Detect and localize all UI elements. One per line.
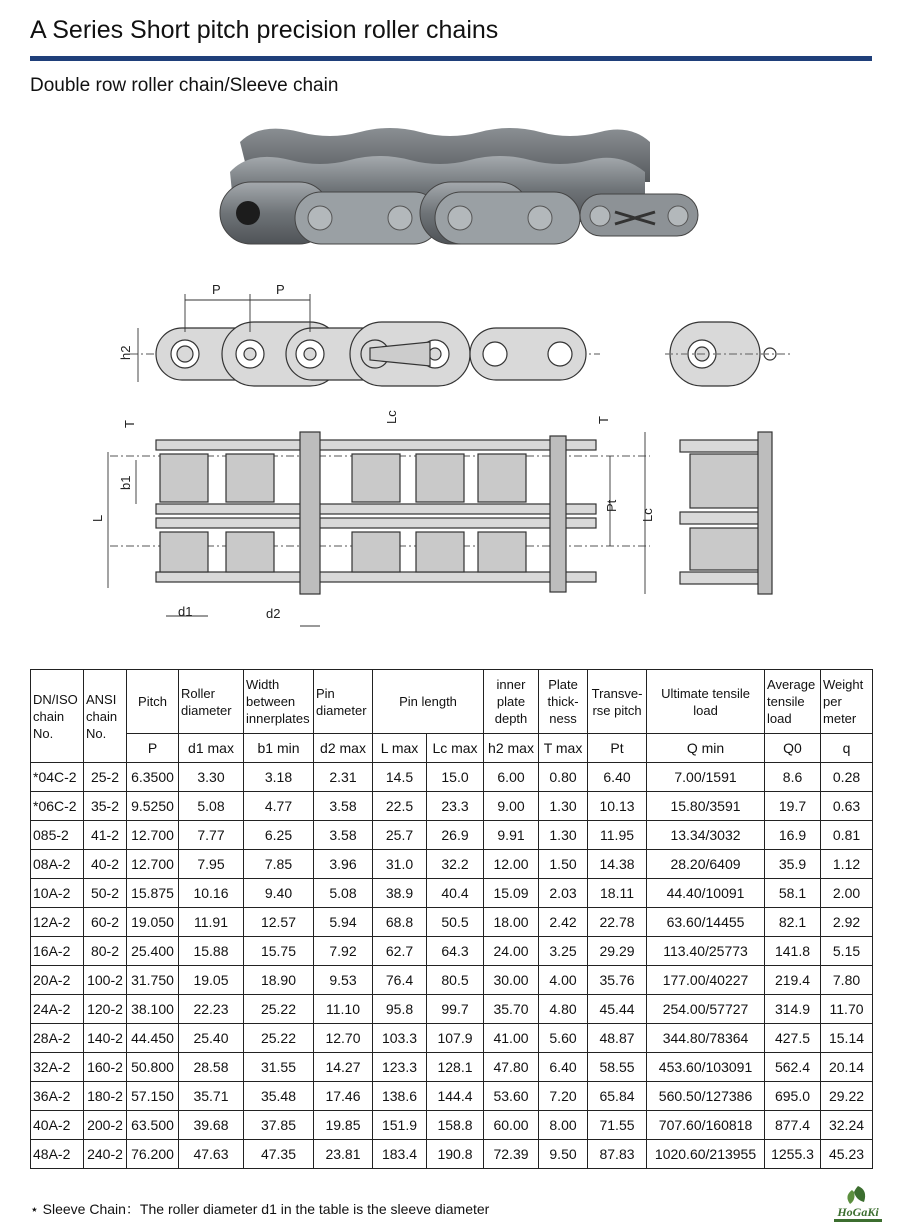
table-cell: 15.88 bbox=[179, 937, 244, 966]
table-cell: 60.00 bbox=[484, 1111, 539, 1140]
table-cell: 100-2 bbox=[84, 966, 127, 995]
table-cell: 707.60/160818 bbox=[647, 1111, 765, 1140]
table-cell: 22.78 bbox=[588, 908, 647, 937]
table-cell: 2.42 bbox=[539, 908, 588, 937]
table-cell: 695.0 bbox=[765, 1082, 821, 1111]
table-cell: 37.85 bbox=[244, 1111, 314, 1140]
table-cell: 25.22 bbox=[244, 995, 314, 1024]
table-cell: 200-2 bbox=[84, 1111, 127, 1140]
table-cell: 4.00 bbox=[539, 966, 588, 995]
table-cell: 25.7 bbox=[373, 821, 427, 850]
table-cell: 562.4 bbox=[765, 1053, 821, 1082]
table-cell: 0.80 bbox=[539, 763, 588, 792]
table-cell: 314.9 bbox=[765, 995, 821, 1024]
table-cell: 62.7 bbox=[373, 937, 427, 966]
table-cell: 254.00/57727 bbox=[647, 995, 765, 1024]
table-body bbox=[31, 763, 873, 1169]
table-cell: 5.08 bbox=[179, 792, 244, 821]
table-cell: 2.31 bbox=[314, 763, 373, 792]
table-cell: 11.95 bbox=[588, 821, 647, 850]
table-cell: 19.05 bbox=[179, 966, 244, 995]
table-cell: 87.83 bbox=[588, 1140, 647, 1169]
table-cell: 7.92 bbox=[314, 937, 373, 966]
table-cell: 2.00 bbox=[821, 879, 873, 908]
table-cell: 120-2 bbox=[84, 995, 127, 1024]
table-cell: 76.200 bbox=[127, 1140, 179, 1169]
table-cell: 15.75 bbox=[244, 937, 314, 966]
header-pitch: Pitch bbox=[127, 670, 179, 734]
table-cell: 103.3 bbox=[373, 1024, 427, 1053]
table-cell: 1.50 bbox=[539, 850, 588, 879]
table-cell: 36A-2 bbox=[31, 1082, 84, 1111]
table-cell: 6.3500 bbox=[127, 763, 179, 792]
table-row bbox=[31, 908, 873, 937]
chain-spec-table bbox=[30, 669, 873, 1169]
table-cell: 64.3 bbox=[427, 937, 484, 966]
header-pin-diameter: Pin diameter bbox=[314, 670, 373, 734]
table-cell: 12A-2 bbox=[31, 908, 84, 937]
header-chain-no: DN/ISO chain No. bbox=[31, 670, 84, 763]
table-row bbox=[31, 1024, 873, 1053]
table-cell: 19.050 bbox=[127, 908, 179, 937]
table-row bbox=[31, 1140, 873, 1169]
table-row bbox=[31, 966, 873, 995]
table-cell: 1.30 bbox=[539, 792, 588, 821]
table-cell: 41.00 bbox=[484, 1024, 539, 1053]
table-cell: 240-2 bbox=[84, 1140, 127, 1169]
table-cell: 3.58 bbox=[314, 792, 373, 821]
table-cell: 9.40 bbox=[244, 879, 314, 908]
table-cell: 151.9 bbox=[373, 1111, 427, 1140]
table-cell: 35.71 bbox=[179, 1082, 244, 1111]
table-cell: 25.40 bbox=[179, 1024, 244, 1053]
symbol-row bbox=[31, 734, 873, 763]
table-cell: 11.70 bbox=[821, 995, 873, 1024]
table-cell: 2.92 bbox=[821, 908, 873, 937]
symbol-cell: Q min bbox=[647, 734, 765, 763]
table-cell: 3.58 bbox=[314, 821, 373, 850]
table-cell: 99.7 bbox=[427, 995, 484, 1024]
table-row bbox=[31, 792, 873, 821]
table-cell: 80-2 bbox=[84, 937, 127, 966]
table-cell: 144.4 bbox=[427, 1082, 484, 1111]
table-cell: 24.00 bbox=[484, 937, 539, 966]
symbol-cell: h2 max bbox=[484, 734, 539, 763]
dim-label-d1: d1 bbox=[178, 604, 193, 619]
symbol-cell: Q0 bbox=[765, 734, 821, 763]
table-cell: 38.100 bbox=[127, 995, 179, 1024]
table-cell: 23.3 bbox=[427, 792, 484, 821]
table-cell: 68.8 bbox=[373, 908, 427, 937]
table-cell: 6.25 bbox=[244, 821, 314, 850]
table-cell: 10.13 bbox=[588, 792, 647, 821]
table-cell: 14.5 bbox=[373, 763, 427, 792]
table-cell: 16A-2 bbox=[31, 937, 84, 966]
table-cell: 32.24 bbox=[821, 1111, 873, 1140]
table-cell: 29.29 bbox=[588, 937, 647, 966]
symbol-cell: q bbox=[821, 734, 873, 763]
table-cell: 177.00/40227 bbox=[647, 966, 765, 995]
header-average-tensile-load: Average tensile load bbox=[765, 670, 821, 734]
table-cell: 7.00/1591 bbox=[647, 763, 765, 792]
table-cell: 13.34/3032 bbox=[647, 821, 765, 850]
table-cell: 26.9 bbox=[427, 821, 484, 850]
header-width: Width between innerplates bbox=[244, 670, 314, 734]
table-cell: 7.80 bbox=[821, 966, 873, 995]
table-row bbox=[31, 850, 873, 879]
table-cell: 50.5 bbox=[427, 908, 484, 937]
table-cell: 183.4 bbox=[373, 1140, 427, 1169]
symbol-cell: Pt bbox=[588, 734, 647, 763]
table-cell: 12.00 bbox=[484, 850, 539, 879]
dim-label-h2: h2 bbox=[118, 345, 133, 360]
table-cell: 14.38 bbox=[588, 850, 647, 879]
symbol-cell: Lc max bbox=[427, 734, 484, 763]
symbol-cell: L max bbox=[373, 734, 427, 763]
table-cell: 58.1 bbox=[765, 879, 821, 908]
table-cell: 9.00 bbox=[484, 792, 539, 821]
table-cell: 7.20 bbox=[539, 1082, 588, 1111]
table-cell: 3.30 bbox=[179, 763, 244, 792]
table-cell: 44.40/10091 bbox=[647, 879, 765, 908]
table-cell: 453.60/103091 bbox=[647, 1053, 765, 1082]
chain-photo bbox=[200, 112, 720, 262]
table-cell: 0.81 bbox=[821, 821, 873, 850]
table-cell: 140-2 bbox=[84, 1024, 127, 1053]
dim-label-t-left: T bbox=[122, 420, 137, 428]
table-cell: 219.4 bbox=[765, 966, 821, 995]
symbol-cell: d1 max bbox=[179, 734, 244, 763]
table-cell: 40A-2 bbox=[31, 1111, 84, 1140]
table-cell: 4.80 bbox=[539, 995, 588, 1024]
table-cell: 18.11 bbox=[588, 879, 647, 908]
table-cell: 39.68 bbox=[179, 1111, 244, 1140]
table-cell: 82.1 bbox=[765, 908, 821, 937]
table-cell: 38.9 bbox=[373, 879, 427, 908]
header-roller-diameter: Roller diameter bbox=[179, 670, 244, 734]
table-cell: 1020.60/213955 bbox=[647, 1140, 765, 1169]
table-row bbox=[31, 763, 873, 792]
table-cell: 15.875 bbox=[127, 879, 179, 908]
table-cell: 35.48 bbox=[244, 1082, 314, 1111]
table-cell: 15.14 bbox=[821, 1024, 873, 1053]
table-cell: 560.50/127386 bbox=[647, 1082, 765, 1111]
table-cell: 12.700 bbox=[127, 850, 179, 879]
table-cell: 7.85 bbox=[244, 850, 314, 879]
table-cell: 6.00 bbox=[484, 763, 539, 792]
table-cell: 18.00 bbox=[484, 908, 539, 937]
table-cell: 15.0 bbox=[427, 763, 484, 792]
table-cell: 180-2 bbox=[84, 1082, 127, 1111]
table-cell: 6.40 bbox=[588, 763, 647, 792]
symbol-cell: b1 min bbox=[244, 734, 314, 763]
table-cell: 11.91 bbox=[179, 908, 244, 937]
table-cell: 58.55 bbox=[588, 1053, 647, 1082]
table-cell: 47.63 bbox=[179, 1140, 244, 1169]
table-cell: 50-2 bbox=[84, 879, 127, 908]
table-cell: 10A-2 bbox=[31, 879, 84, 908]
table-cell: 17.46 bbox=[314, 1082, 373, 1111]
chain-technical-drawing bbox=[90, 272, 790, 644]
table-cell: *06C-2 bbox=[31, 792, 84, 821]
table-cell: 76.4 bbox=[373, 966, 427, 995]
table-cell: 12.70 bbox=[314, 1024, 373, 1053]
table-cell: 12.57 bbox=[244, 908, 314, 937]
header-pin-length: Pin length bbox=[373, 670, 484, 734]
table-cell: 11.10 bbox=[314, 995, 373, 1024]
table-cell: 71.55 bbox=[588, 1111, 647, 1140]
dim-label-b1: b1 bbox=[118, 475, 133, 490]
table-cell: 0.28 bbox=[821, 763, 873, 792]
table-cell: 2.03 bbox=[539, 879, 588, 908]
table-cell: 877.4 bbox=[765, 1111, 821, 1140]
header-ultimate-tensile-load: Ultimate tensile load bbox=[647, 670, 765, 734]
table-cell: 15.80/3591 bbox=[647, 792, 765, 821]
table-cell: 57.150 bbox=[127, 1082, 179, 1111]
table-cell: 31.0 bbox=[373, 850, 427, 879]
table-cell: 20A-2 bbox=[31, 966, 84, 995]
symbol-cell: T max bbox=[539, 734, 588, 763]
table-cell: 14.27 bbox=[314, 1053, 373, 1082]
table-cell: 427.5 bbox=[765, 1024, 821, 1053]
table-cell: 31.55 bbox=[244, 1053, 314, 1082]
table-cell: 35.70 bbox=[484, 995, 539, 1024]
table-cell: 138.6 bbox=[373, 1082, 427, 1111]
table-cell: 5.08 bbox=[314, 879, 373, 908]
table-cell: 9.5250 bbox=[127, 792, 179, 821]
table-cell: 113.40/25773 bbox=[647, 937, 765, 966]
table-cell: 0.63 bbox=[821, 792, 873, 821]
table-cell: 18.90 bbox=[244, 966, 314, 995]
table-cell: 40.4 bbox=[427, 879, 484, 908]
table-cell: 9.91 bbox=[484, 821, 539, 850]
table-cell: 72.39 bbox=[484, 1140, 539, 1169]
table-cell: 107.9 bbox=[427, 1024, 484, 1053]
table-cell: 128.1 bbox=[427, 1053, 484, 1082]
table-cell: 22.23 bbox=[179, 995, 244, 1024]
page-subtitle: Double row roller chain/Sleeve chain bbox=[30, 75, 339, 96]
table-cell: 60-2 bbox=[84, 908, 127, 937]
table-cell: 35.76 bbox=[588, 966, 647, 995]
header-ansi: ANSI chain No. bbox=[84, 670, 127, 763]
table-cell: 344.80/78364 bbox=[647, 1024, 765, 1053]
table-cell: 10.16 bbox=[179, 879, 244, 908]
table-cell: 123.3 bbox=[373, 1053, 427, 1082]
table-cell: 35-2 bbox=[84, 792, 127, 821]
table-row bbox=[31, 1111, 873, 1140]
table-cell: 25.22 bbox=[244, 1024, 314, 1053]
table-cell: 28A-2 bbox=[31, 1024, 84, 1053]
header-plate-thickness: Plate thick-ness bbox=[539, 670, 588, 734]
page-title: A Series Short pitch precision roller chains bbox=[30, 16, 499, 44]
table-cell: 1.12 bbox=[821, 850, 873, 879]
table-cell: 5.94 bbox=[314, 908, 373, 937]
table-cell: 5.15 bbox=[821, 937, 873, 966]
dim-label-lc: Lc bbox=[640, 508, 655, 522]
table-cell: 19.85 bbox=[314, 1111, 373, 1140]
table-cell: 20.14 bbox=[821, 1053, 873, 1082]
dim-label-t-right: T bbox=[596, 416, 611, 424]
table-cell: 16.9 bbox=[765, 821, 821, 850]
table-cell: 41-2 bbox=[84, 821, 127, 850]
table-cell: 7.95 bbox=[179, 850, 244, 879]
table-cell: *04C-2 bbox=[31, 763, 84, 792]
table-cell: 15.09 bbox=[484, 879, 539, 908]
table-cell: 23.81 bbox=[314, 1140, 373, 1169]
table-cell: 32.2 bbox=[427, 850, 484, 879]
table-cell: 6.40 bbox=[539, 1053, 588, 1082]
header-weight-per-meter: Weight per meter bbox=[821, 670, 873, 734]
table-cell: 12.700 bbox=[127, 821, 179, 850]
table-cell: 48.87 bbox=[588, 1024, 647, 1053]
symbol-cell: P bbox=[127, 734, 179, 763]
table-cell: 190.8 bbox=[427, 1140, 484, 1169]
table-cell: 25-2 bbox=[84, 763, 127, 792]
table-cell: 45.44 bbox=[588, 995, 647, 1024]
table-cell: 44.450 bbox=[127, 1024, 179, 1053]
table-cell: 158.8 bbox=[427, 1111, 484, 1140]
table-cell: 65.84 bbox=[588, 1082, 647, 1111]
table-cell: 40-2 bbox=[84, 850, 127, 879]
table-cell: 141.8 bbox=[765, 937, 821, 966]
dim-label-lc-top: Lc bbox=[384, 410, 399, 424]
table-cell: 08A-2 bbox=[31, 850, 84, 879]
table-cell: 80.5 bbox=[427, 966, 484, 995]
table-cell: 95.8 bbox=[373, 995, 427, 1024]
table-cell: 30.00 bbox=[484, 966, 539, 995]
dim-label-p2: P bbox=[276, 282, 285, 297]
table-row bbox=[31, 879, 873, 908]
table-cell: 8.00 bbox=[539, 1111, 588, 1140]
table-cell: 28.20/6409 bbox=[647, 850, 765, 879]
table-cell: 47.35 bbox=[244, 1140, 314, 1169]
table-cell: 19.7 bbox=[765, 792, 821, 821]
table-cell: 50.800 bbox=[127, 1053, 179, 1082]
table-cell: 085-2 bbox=[31, 821, 84, 850]
table-cell: 31.750 bbox=[127, 966, 179, 995]
table-cell: 3.96 bbox=[314, 850, 373, 879]
table-cell: 45.23 bbox=[821, 1140, 873, 1169]
dim-label-pt: Pt bbox=[604, 499, 619, 512]
table-row bbox=[31, 1053, 873, 1082]
title-divider bbox=[30, 56, 872, 61]
table-cell: 48A-2 bbox=[31, 1140, 84, 1169]
logo-text: HoGaKi bbox=[837, 1205, 879, 1219]
table-row bbox=[31, 937, 873, 966]
header-transverse-pitch: Transve-rse pitch bbox=[588, 670, 647, 734]
table-cell: 5.60 bbox=[539, 1024, 588, 1053]
table-cell: 9.53 bbox=[314, 966, 373, 995]
table-cell: 63.500 bbox=[127, 1111, 179, 1140]
table-cell: 35.9 bbox=[765, 850, 821, 879]
table-cell: 1.30 bbox=[539, 821, 588, 850]
table-cell: 4.77 bbox=[244, 792, 314, 821]
table-cell: 53.60 bbox=[484, 1082, 539, 1111]
table-cell: 8.6 bbox=[765, 763, 821, 792]
table-cell: 9.50 bbox=[539, 1140, 588, 1169]
table-row bbox=[31, 995, 873, 1024]
table-cell: 1255.3 bbox=[765, 1140, 821, 1169]
dim-label-p1: P bbox=[212, 282, 221, 297]
table-cell: 25.400 bbox=[127, 937, 179, 966]
table-cell: 32A-2 bbox=[31, 1053, 84, 1082]
header-inner-plate-depth: inner plate depth bbox=[484, 670, 539, 734]
table-cell: 47.80 bbox=[484, 1053, 539, 1082]
table-cell: 28.58 bbox=[179, 1053, 244, 1082]
table-row bbox=[31, 1082, 873, 1111]
symbol-cell: d2 max bbox=[314, 734, 373, 763]
table-cell: 63.60/14455 bbox=[647, 908, 765, 937]
table-cell: 7.77 bbox=[179, 821, 244, 850]
table-row bbox=[31, 821, 873, 850]
table-cell: 3.25 bbox=[539, 937, 588, 966]
table-cell: 3.18 bbox=[244, 763, 314, 792]
hogaki-logo bbox=[828, 1182, 888, 1224]
dim-label-l: L bbox=[90, 514, 105, 522]
table-cell: 29.22 bbox=[821, 1082, 873, 1111]
footnote: ⋆ Sleeve Chain：The roller diameter d1 in the table is the sleeve diameter bbox=[30, 1201, 490, 1217]
table-cell: 24A-2 bbox=[31, 995, 84, 1024]
dim-label-d2: d2 bbox=[266, 606, 281, 621]
table-cell: 22.5 bbox=[373, 792, 427, 821]
table-cell: 160-2 bbox=[84, 1053, 127, 1082]
